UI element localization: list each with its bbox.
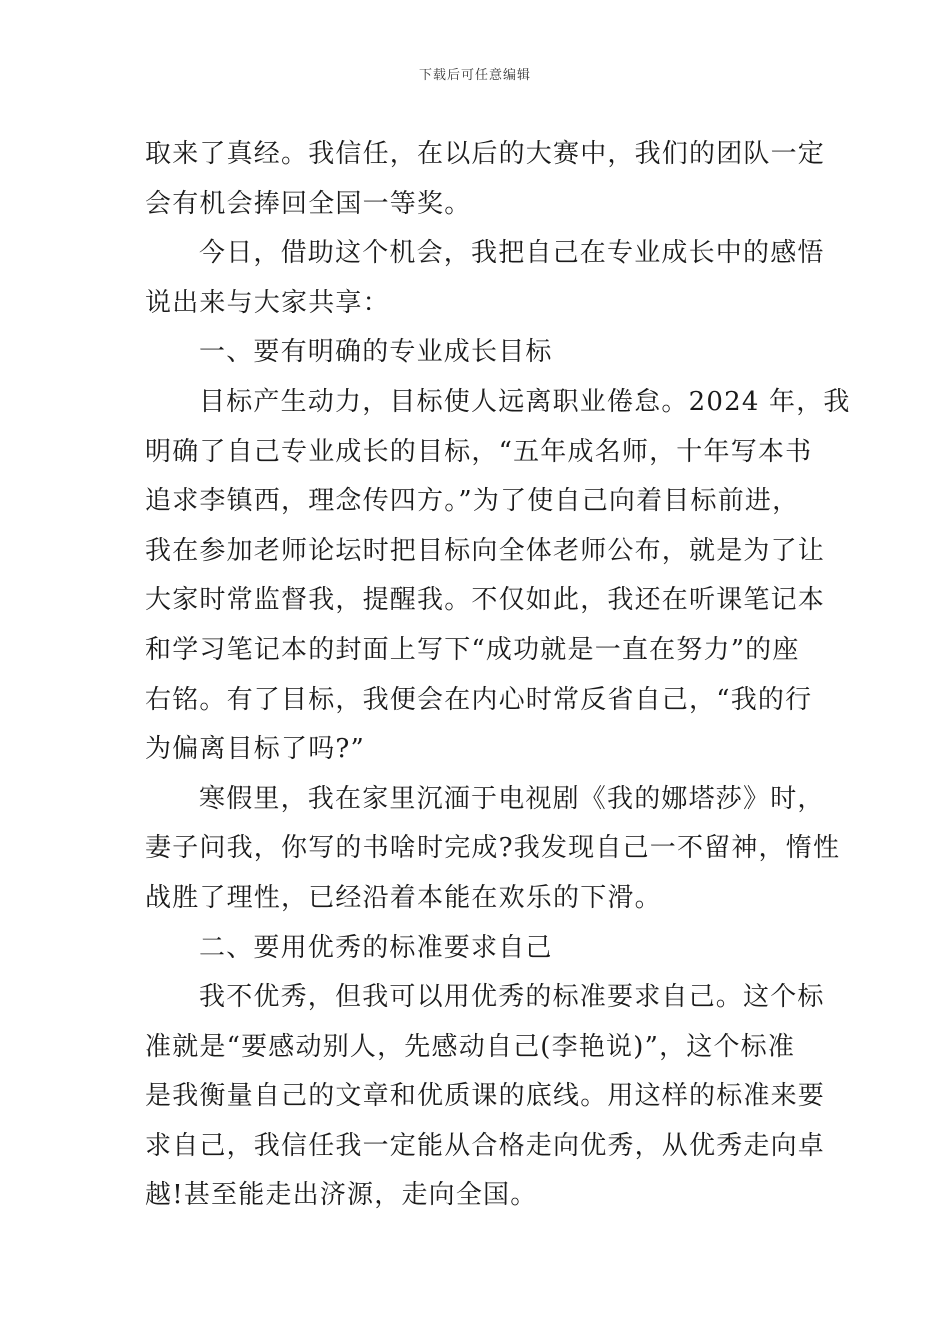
text-line: 求自己，我信任我一定能从合格走向优秀，从优秀走向卓: [145, 1130, 826, 1161]
text-line: 我在参加老师论坛时把目标向全体老师公布，就是为了让: [145, 535, 826, 566]
text-line: 战胜了理性，已经沿着本能在欢乐的下滑。: [145, 882, 662, 913]
text-line: 会有机会捧回全国一等奖。: [145, 188, 472, 219]
text-line: 寒假里，我在家里沉湎于电视剧《我的娜塔莎》时，: [199, 783, 825, 814]
text-line: 取来了真经。我信任，在以后的大赛中，我们的团队一定: [145, 139, 826, 169]
page-header: 下载后可任意编辑: [418, 68, 531, 83]
text-line: 大家时常监督我，提醒我。不仅如此，我还在听课笔记本: [145, 585, 826, 616]
text-line: 为偏离目标了吗?”: [145, 734, 366, 765]
text-line: 妻子问我，你写的书啥时完成?我发现自己一不留神，惰性: [145, 833, 841, 864]
text-line: 越!甚至能走出济源，走向全国。: [145, 1180, 538, 1211]
text-line: 目标产生动力，目标使人远离职业倦怠。2024 年，我: [199, 386, 851, 417]
text-line: 说出来与大家共享：: [145, 287, 390, 318]
text-line: 准就是“要感动别人，先感动自己(李艳说)”，这个标准: [145, 1031, 796, 1062]
text-line: 右铭。有了目标，我便会在内心时常反省自己，“我的行: [145, 684, 813, 715]
text-line: 和学习笔记本的封面上写下“成功就是一直在努力”的座: [145, 634, 800, 665]
text-line: 追求李镇西，理念传四方。”为了使自己向着目标前进，: [145, 486, 800, 517]
section-heading: 一、要有明确的专业成长目标: [199, 337, 553, 368]
text-line: 今日，借助这个机会，我把自己在专业成长中的感悟: [199, 238, 825, 269]
text-line: 明确了自己专业成长的目标，“五年成名师，十年写本书: [145, 436, 813, 467]
text-line: 是我衡量自己的文章和优质课的底线。用这样的标准来要: [145, 1081, 826, 1112]
document-body: [145, 130, 851, 1221]
section-heading: 二、要用优秀的标准要求自己: [199, 932, 553, 963]
text-line: 我不优秀，但我可以用优秀的标准要求自己。这个标: [199, 982, 825, 1013]
